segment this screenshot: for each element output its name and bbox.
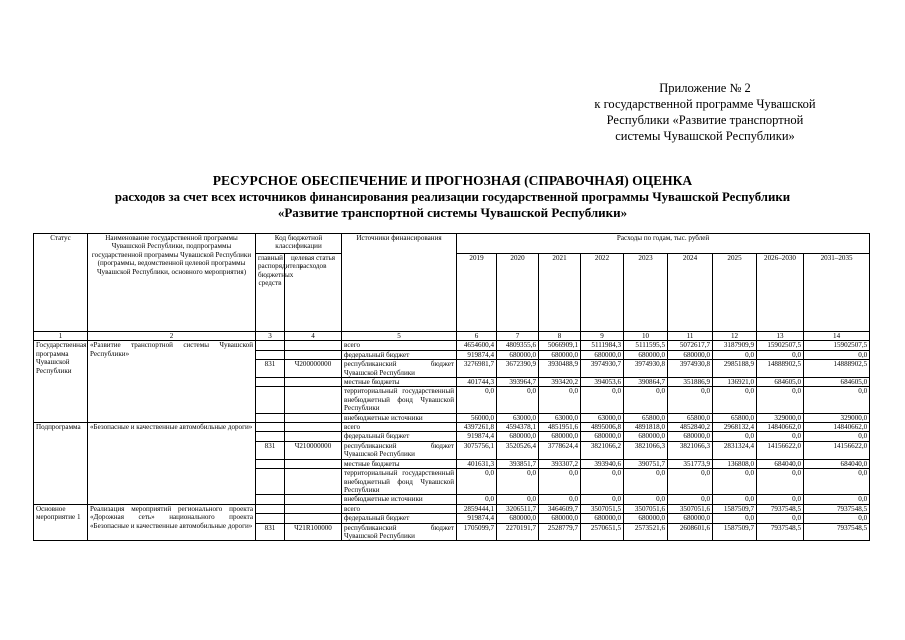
appendix-block (560, 80, 850, 144)
column-number: 2 (88, 332, 256, 341)
row-value: 4851951,6 (539, 423, 581, 432)
row-main-manager (256, 423, 285, 432)
row-value: 3821066,2 (581, 441, 624, 459)
appendix-line-3: Республики «Развитие транспортной (606, 113, 804, 127)
row-source: республиканский бюджет Чувашской Республики (342, 441, 457, 459)
row-value: 0,0 (668, 469, 713, 495)
row-value: 390864,7 (624, 378, 668, 387)
row-value: 0,0 (457, 469, 497, 495)
column-number: 5 (342, 332, 457, 341)
row-value: 0,0 (804, 387, 870, 413)
row-value: 2968132,4 (713, 423, 757, 432)
title-line-1: РЕСУРСНОЕ ОБЕСПЕЧЕНИЕ И ПРОГНОЗНАЯ (СПРАВОЧНАЯ) ОЦЕНКА (212, 173, 693, 188)
column-number: 1 (34, 332, 88, 341)
row-value: 5072617,7 (668, 341, 713, 350)
row-source: федеральный бюджет (342, 432, 457, 441)
row-value: 680000,0 (539, 514, 581, 523)
document-title (0, 173, 905, 221)
row-main-manager (256, 514, 285, 523)
column-number: 12 (713, 332, 757, 341)
row-value: 680000,0 (668, 514, 713, 523)
row-value: 680000,0 (624, 432, 668, 441)
row-target-article (285, 341, 342, 350)
row-value: 680000,0 (581, 432, 624, 441)
header-main-manager: главный распорядитель бюджетных средств (256, 254, 285, 332)
row-status: Государственная программа Чувашской Республики (34, 341, 88, 423)
row-value: 3187909,9 (713, 341, 757, 350)
row-value: 393964,7 (497, 378, 539, 387)
header-budget-code: Код бюджетной классификации (256, 234, 342, 254)
row-value: 14888902,5 (757, 360, 804, 378)
row-value: 5111984,3 (581, 341, 624, 350)
row-value: 919874,4 (457, 514, 497, 523)
row-value: 5066909,1 (539, 341, 581, 350)
row-program-name: Реализация мероприятий регионального проекта «Дорожная сеть» национального проекта «Безопасные и качественные автомобильные дороги» (88, 504, 256, 541)
row-source: федеральный бюджет (342, 514, 457, 523)
row-value: 0,0 (497, 495, 539, 504)
row-target-article (285, 459, 342, 468)
row-value: 63000,0 (539, 413, 581, 422)
row-value: 919874,4 (457, 432, 497, 441)
column-number: 4 (285, 332, 342, 341)
row-value: 0,0 (539, 495, 581, 504)
row-value: 0,0 (757, 495, 804, 504)
row-value: 0,0 (457, 495, 497, 504)
row-target-article (285, 504, 342, 513)
row-target-article (285, 378, 342, 387)
row-value: 329000,0 (757, 413, 804, 422)
row-value: 3821066,3 (668, 441, 713, 459)
row-target-article: Ч210000000 (285, 441, 342, 459)
row-value: 3672390,9 (497, 360, 539, 378)
column-number: 14 (804, 332, 870, 341)
row-value: 4594378,1 (497, 423, 539, 432)
row-target-article: Ч21R100000 (285, 523, 342, 541)
row-main-manager (256, 469, 285, 495)
header-year: 2026–2030 (757, 254, 804, 332)
row-value: 680000,0 (581, 514, 624, 523)
row-main-manager: 831 (256, 523, 285, 541)
row-value: 14888902,5 (804, 360, 870, 378)
row-value: 0,0 (581, 469, 624, 495)
row-value: 393940,6 (581, 459, 624, 468)
header-year: 2025 (713, 254, 757, 332)
row-value: 0,0 (757, 432, 804, 441)
row-value: 14156622,0 (757, 441, 804, 459)
header-year: 2023 (624, 254, 668, 332)
row-main-manager (256, 378, 285, 387)
row-value: 7937548,5 (804, 523, 870, 541)
row-main-manager (256, 341, 285, 350)
row-status: Основное мероприятие 1 (34, 504, 88, 541)
row-value: 2608601,6 (668, 523, 713, 541)
row-value: 3974930,8 (668, 360, 713, 378)
row-main-manager: 831 (256, 360, 285, 378)
row-source: республиканский бюджет Чувашской Республики (342, 523, 457, 541)
row-value: 329000,0 (804, 413, 870, 422)
row-value: 3930488,9 (539, 360, 581, 378)
row-value: 4654600,4 (457, 341, 497, 350)
row-value: 680000,0 (497, 514, 539, 523)
row-value: 3206511,7 (497, 504, 539, 513)
row-value: 3974930,7 (581, 360, 624, 378)
appendix-line-4: системы Чувашской Республики» (615, 129, 795, 143)
row-value: 390751,7 (624, 459, 668, 468)
row-value: 0,0 (713, 514, 757, 523)
row-value: 0,0 (581, 495, 624, 504)
row-value: 65800,0 (713, 413, 757, 422)
row-value: 4397261,8 (457, 423, 497, 432)
row-value: 0,0 (713, 432, 757, 441)
header-expenses: Расходы по годам, тыс. рублей (457, 234, 870, 254)
row-value: 680000,0 (539, 350, 581, 359)
row-main-manager (256, 495, 285, 504)
row-value: 2985188,9 (713, 360, 757, 378)
row-target-article (285, 387, 342, 413)
row-value: 1705099,7 (457, 523, 497, 541)
column-number: 9 (581, 332, 624, 341)
row-value: 0,0 (497, 469, 539, 495)
row-value: 0,0 (713, 387, 757, 413)
row-value: 15902507,5 (757, 341, 804, 350)
row-value: 2270191,7 (497, 523, 539, 541)
column-number: 11 (668, 332, 713, 341)
row-value: 63000,0 (581, 413, 624, 422)
row-main-manager (256, 432, 285, 441)
row-value: 65800,0 (624, 413, 668, 422)
row-source: территориальный государственный внебюджетный фонд Чувашской Республики (342, 469, 457, 495)
appendix-line-1: Приложение № 2 (659, 81, 751, 95)
row-source: внебюджетные источники (342, 413, 457, 422)
row-value: 2859444,1 (457, 504, 497, 513)
row-source: республиканский бюджет Чувашской Республики (342, 360, 457, 378)
row-main-manager (256, 387, 285, 413)
row-value: 684040,0 (757, 459, 804, 468)
row-value: 0,0 (757, 469, 804, 495)
row-value: 0,0 (457, 387, 497, 413)
row-value: 680000,0 (668, 350, 713, 359)
row-target-article (285, 495, 342, 504)
row-value: 0,0 (804, 495, 870, 504)
row-value: 393420,2 (539, 378, 581, 387)
title-line-2: расходов за счет всех источников финансирования реализации государственной программы Чувашской Республики (114, 190, 791, 204)
row-value: 0,0 (804, 514, 870, 523)
row-value: 0,0 (713, 469, 757, 495)
row-value: 14156622,0 (804, 441, 870, 459)
row-value: 680000,0 (497, 432, 539, 441)
row-value: 0,0 (539, 469, 581, 495)
header-year: 2021 (539, 254, 581, 332)
row-value: 3507051,5 (581, 504, 624, 513)
row-value: 394053,6 (581, 378, 624, 387)
row-value: 0,0 (624, 495, 668, 504)
row-value: 15902507,5 (804, 341, 870, 350)
row-target-article (285, 514, 342, 523)
header-sources: Источники финансирования (342, 234, 457, 332)
column-number: 13 (757, 332, 804, 341)
row-target-article (285, 469, 342, 495)
row-value: 3507051,6 (624, 504, 668, 513)
row-value: 7937548,5 (757, 523, 804, 541)
header-target-article: целевая статья расходов (285, 254, 342, 332)
row-value: 919874,4 (457, 350, 497, 359)
header-year: 2019 (457, 254, 497, 332)
row-value: 351886,9 (668, 378, 713, 387)
row-main-manager (256, 459, 285, 468)
row-value: 3075756,1 (457, 441, 497, 459)
row-value: 14840662,0 (804, 423, 870, 432)
row-value: 0,0 (539, 387, 581, 413)
row-value: 7937548,5 (757, 504, 804, 513)
row-value: 680000,0 (497, 350, 539, 359)
row-value: 0,0 (713, 350, 757, 359)
row-value: 680000,0 (668, 432, 713, 441)
row-value: 0,0 (581, 387, 624, 413)
row-value: 0,0 (757, 514, 804, 523)
row-main-manager (256, 504, 285, 513)
row-value: 65800,0 (668, 413, 713, 422)
row-value: 401631,3 (457, 459, 497, 468)
row-main-manager (256, 350, 285, 359)
row-value: 136808,0 (713, 459, 757, 468)
row-value: 0,0 (668, 387, 713, 413)
row-value: 136921,0 (713, 378, 757, 387)
row-value: 1587509,7 (713, 504, 757, 513)
row-value: 393307,2 (539, 459, 581, 468)
column-number: 7 (497, 332, 539, 341)
header-status: Статус (34, 234, 88, 332)
row-target-article (285, 423, 342, 432)
table-row (34, 423, 870, 432)
row-source: внебюджетные источники (342, 495, 457, 504)
row-value: 0,0 (497, 387, 539, 413)
resource-table (33, 233, 870, 541)
row-value: 0,0 (668, 495, 713, 504)
row-value: 0,0 (804, 432, 870, 441)
header-name: Наименование государственной программы Чувашской Республики, подпрограммы государственной программы Чувашской Республики (программы, ведомственной целевой программы Чувашской Республики, основного мероприятия) (88, 234, 256, 332)
row-value: 4891818,0 (624, 423, 668, 432)
row-main-manager (256, 413, 285, 422)
row-value: 4895006,8 (581, 423, 624, 432)
row-value: 3821066,3 (624, 441, 668, 459)
row-value: 0,0 (804, 350, 870, 359)
column-number: 6 (457, 332, 497, 341)
row-target-article (285, 432, 342, 441)
row-value: 14840662,0 (757, 423, 804, 432)
row-value: 3464609,7 (539, 504, 581, 513)
row-value: 0,0 (624, 469, 668, 495)
row-value: 351773,9 (668, 459, 713, 468)
column-number: 8 (539, 332, 581, 341)
row-value: 393851,7 (497, 459, 539, 468)
column-number: 3 (256, 332, 285, 341)
row-value: 3778624,4 (539, 441, 581, 459)
row-value: 0,0 (804, 469, 870, 495)
row-source: всего (342, 341, 457, 350)
header-year: 2020 (497, 254, 539, 332)
row-value: 680000,0 (539, 432, 581, 441)
table-row (34, 341, 870, 350)
header-year: 2031–2035 (804, 254, 870, 332)
row-value: 2528779,7 (539, 523, 581, 541)
row-value: 3520526,4 (497, 441, 539, 459)
row-value: 3276981,7 (457, 360, 497, 378)
row-source: всего (342, 423, 457, 432)
row-value: 7937548,5 (804, 504, 870, 513)
row-source: местные бюджеты (342, 459, 457, 468)
row-value: 684605,0 (804, 378, 870, 387)
row-value: 2573521,6 (624, 523, 668, 541)
row-value: 680000,0 (624, 350, 668, 359)
row-status: Подпрограмма (34, 423, 88, 505)
header-year: 2022 (581, 254, 624, 332)
row-value: 401744,3 (457, 378, 497, 387)
row-value: 0,0 (624, 387, 668, 413)
row-value: 0,0 (757, 387, 804, 413)
row-source: местные бюджеты (342, 378, 457, 387)
row-source: всего (342, 504, 457, 513)
row-target-article: Ч200000000 (285, 360, 342, 378)
row-value: 3507051,6 (668, 504, 713, 513)
row-program-name: «Развитие транспортной системы Чувашской Республики» (88, 341, 256, 423)
row-value: 680000,0 (624, 514, 668, 523)
row-main-manager: 831 (256, 441, 285, 459)
row-source: территориальный государственный внебюджетный фонд Чувашской Республики (342, 387, 457, 413)
row-value: 684040,0 (804, 459, 870, 468)
row-value: 0,0 (757, 350, 804, 359)
row-value: 4809355,6 (497, 341, 539, 350)
row-value: 680000,0 (581, 350, 624, 359)
row-value: 2570651,5 (581, 523, 624, 541)
row-target-article (285, 413, 342, 422)
row-program-name: «Безопасные и качественные автомобильные дороги» (88, 423, 256, 505)
table-row (34, 504, 870, 513)
row-value: 4852840,2 (668, 423, 713, 432)
header-year: 2024 (668, 254, 713, 332)
row-value: 56000,0 (457, 413, 497, 422)
row-value: 2831324,4 (713, 441, 757, 459)
column-number: 10 (624, 332, 668, 341)
row-source: федеральный бюджет (342, 350, 457, 359)
title-line-3: «Развитие транспортной системы Чувашской Республики» (277, 205, 628, 220)
row-value: 3974930,8 (624, 360, 668, 378)
appendix-line-2: к государственной программе Чувашской (594, 97, 816, 111)
row-value: 63000,0 (497, 413, 539, 422)
row-value: 0,0 (713, 495, 757, 504)
row-value: 1587509,7 (713, 523, 757, 541)
row-target-article (285, 350, 342, 359)
row-value: 684605,0 (757, 378, 804, 387)
row-value: 5111595,5 (624, 341, 668, 350)
